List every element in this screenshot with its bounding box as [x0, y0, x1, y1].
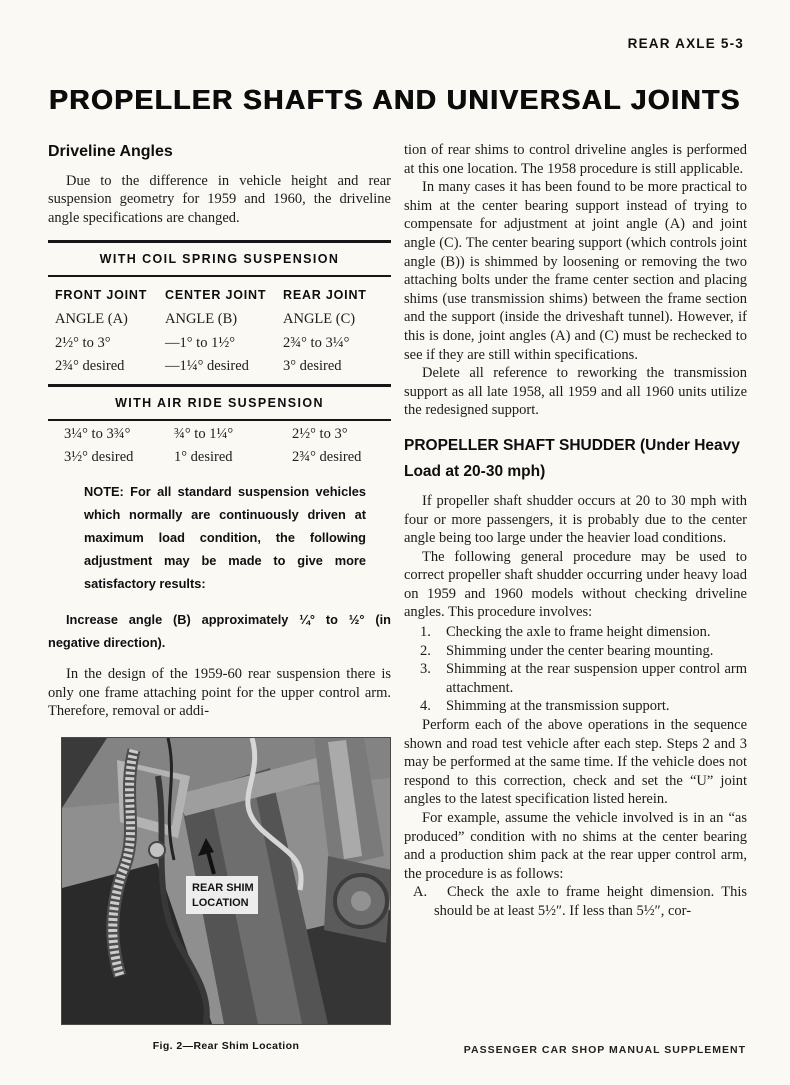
- table-cell: 2¾° desired: [292, 449, 362, 466]
- list-item: [404, 697, 747, 716]
- table-cell: 2½° to 3°: [292, 425, 348, 442]
- table-row: [48, 306, 391, 330]
- list-item: [404, 623, 747, 642]
- table-cell: 3¼° to 3¾°: [64, 425, 131, 442]
- table-cell: ¾° to 1¼°: [174, 425, 234, 442]
- paragraph: Perform each of the above operations in the sequence shown and road test vehicle after each step. Steps 2 and 3 may be performed at the same time. If the vehicle does not respond to this correction, check and set the “U” joint angles to the latest specification listed herein.: [404, 717, 747, 808]
- list-item: [404, 660, 747, 697]
- figure-caption: Fig. 2—Rear Shim Location: [152, 1039, 300, 1052]
- intro-paragraph: Due to the difference in vehicle height and rear suspension geometry for 1959 and 1960, the driveline angle specifications are changed.: [48, 172, 391, 226]
- table-cell: —1° to 1½°: [165, 334, 236, 351]
- photo-label: REAR SHIM LOCATION: [192, 881, 254, 909]
- list-item: [404, 642, 747, 661]
- right-column: [404, 141, 747, 921]
- note-emphasis: Increase angle (B) approximately ¼° to ½° (in negative direction).: [48, 612, 391, 651]
- section-heading-shudder: PROPELLER SHAFT SHUDDER (Under Heavy Load at 20-30 mph): [404, 436, 740, 480]
- table-cell: —1¼° desired: [165, 358, 249, 375]
- left-column: [48, 141, 391, 1055]
- list-item-text: Shimming under the center bearing mounting.: [446, 642, 714, 659]
- table-row: [48, 329, 391, 353]
- table-cell: 1° desired: [174, 449, 233, 466]
- rear-shim-photo: [62, 738, 390, 1024]
- table-cell: ANGLE (A): [55, 310, 128, 327]
- list-item-text: Checking the axle to frame height dimension.: [446, 624, 711, 641]
- paragraph: In many cases it has been found to be more practical to shim at the center bearing support instead of trying to compensate for adjustment at joint angle (A) and joint angle (C). The center bearing support (which controls joint angle (B)) is shimmed by loosening or removing the two attaching bolts under the frame center section and placing shims (use transmission shims) between the frame section and the support (inside the driveshaft tunnel). However, if this is done, joint angles (A) and (C) must be rechecked to see if they are still within specifications.: [404, 179, 747, 363]
- paragraph: The following general procedure may be used to correct propeller shaft shudder occurring under heavy load on 1959 and 1960 models without checking driveline angles. This procedure involves:: [404, 548, 747, 621]
- list-item-text: Check the axle to frame height dimension. This should be at least 5½″. If less than 5½″, cor-: [434, 884, 747, 919]
- list-item-number: 3.: [420, 661, 431, 678]
- list-item-letter: A.: [413, 884, 428, 901]
- column-header: REAR JOINT: [283, 287, 367, 302]
- step-a-item: [404, 883, 747, 920]
- page-title: PROPELLER SHAFTS AND UNIVERSAL JOINTS: [49, 84, 741, 115]
- air-table-title: WITH AIR RIDE SUSPENSION: [115, 395, 324, 410]
- air-ride-table: [48, 387, 391, 468]
- table-cell: 2¾° to 3¼°: [283, 334, 350, 351]
- column-header: FRONT JOINT: [55, 287, 148, 302]
- paragraph: If propeller shaft shudder occurs at 20 to 30 mph with four or more passengers, it is probably due to the center angle being too large under the heavier load conditions.: [404, 492, 747, 547]
- page-header: REAR AXLE 5-3: [627, 36, 744, 51]
- coil-spring-table: [48, 240, 391, 387]
- table-cell: 3° desired: [283, 358, 342, 375]
- table-row: [48, 353, 391, 384]
- list-item-number: 2.: [420, 642, 431, 659]
- procedure-list: [404, 623, 747, 716]
- column-header: CENTER JOINT: [165, 287, 267, 302]
- table-row: [48, 444, 391, 468]
- table-cell: 2½° to 3°: [55, 334, 111, 351]
- table-cell: 3½° desired: [64, 449, 134, 466]
- page-footer: PASSENGER CAR SHOP MANUAL SUPPLEMENT: [463, 1044, 746, 1056]
- list-item-number: 1.: [420, 624, 431, 641]
- coil-table-header-row: [48, 277, 391, 306]
- bolt-head: [149, 842, 165, 858]
- design-paragraph: In the design of the 1959-60 rear suspension there is only one frame attaching point for the upper control arm. Therefore, removal or addi-: [48, 666, 391, 720]
- list-item-text: Shimming at the transmission support.: [446, 698, 670, 715]
- section-heading-driveline-angles: Driveline Angles: [48, 143, 173, 160]
- paragraph: For example, assume the vehicle involved is in an “as produced” condition with no shims at the center bearing and a production shim pack at the rear upper control arm, the procedure is as follows:: [404, 810, 747, 882]
- paragraph: tion of rear shims to control driveline angles is performed at this one location. The 1958 procedure is still applicable.: [404, 142, 747, 177]
- coil-table-title: WITH COIL SPRING SUSPENSION: [99, 252, 340, 267]
- paragraph: Delete all reference to reworking the transmission support as all late 1958, all 1959 and all 1960 units utilize the redesigned support.: [404, 365, 747, 419]
- table-cell: 2¾° desired: [55, 358, 125, 375]
- table-cell: ANGLE (C): [283, 310, 356, 327]
- list-item-text: Shimming at the rear suspension upper control arm attachment.: [446, 661, 747, 696]
- table-cell: ANGLE (B): [165, 310, 238, 327]
- figure: [62, 738, 390, 1056]
- list-item-number: 4.: [420, 698, 431, 715]
- note-paragraph: NOTE: For all standard suspension vehicles which normally are continuously driven at maximum load condition, the following adjustment may be made to give more satisfactory results:: [84, 484, 366, 592]
- table-row: [48, 421, 391, 445]
